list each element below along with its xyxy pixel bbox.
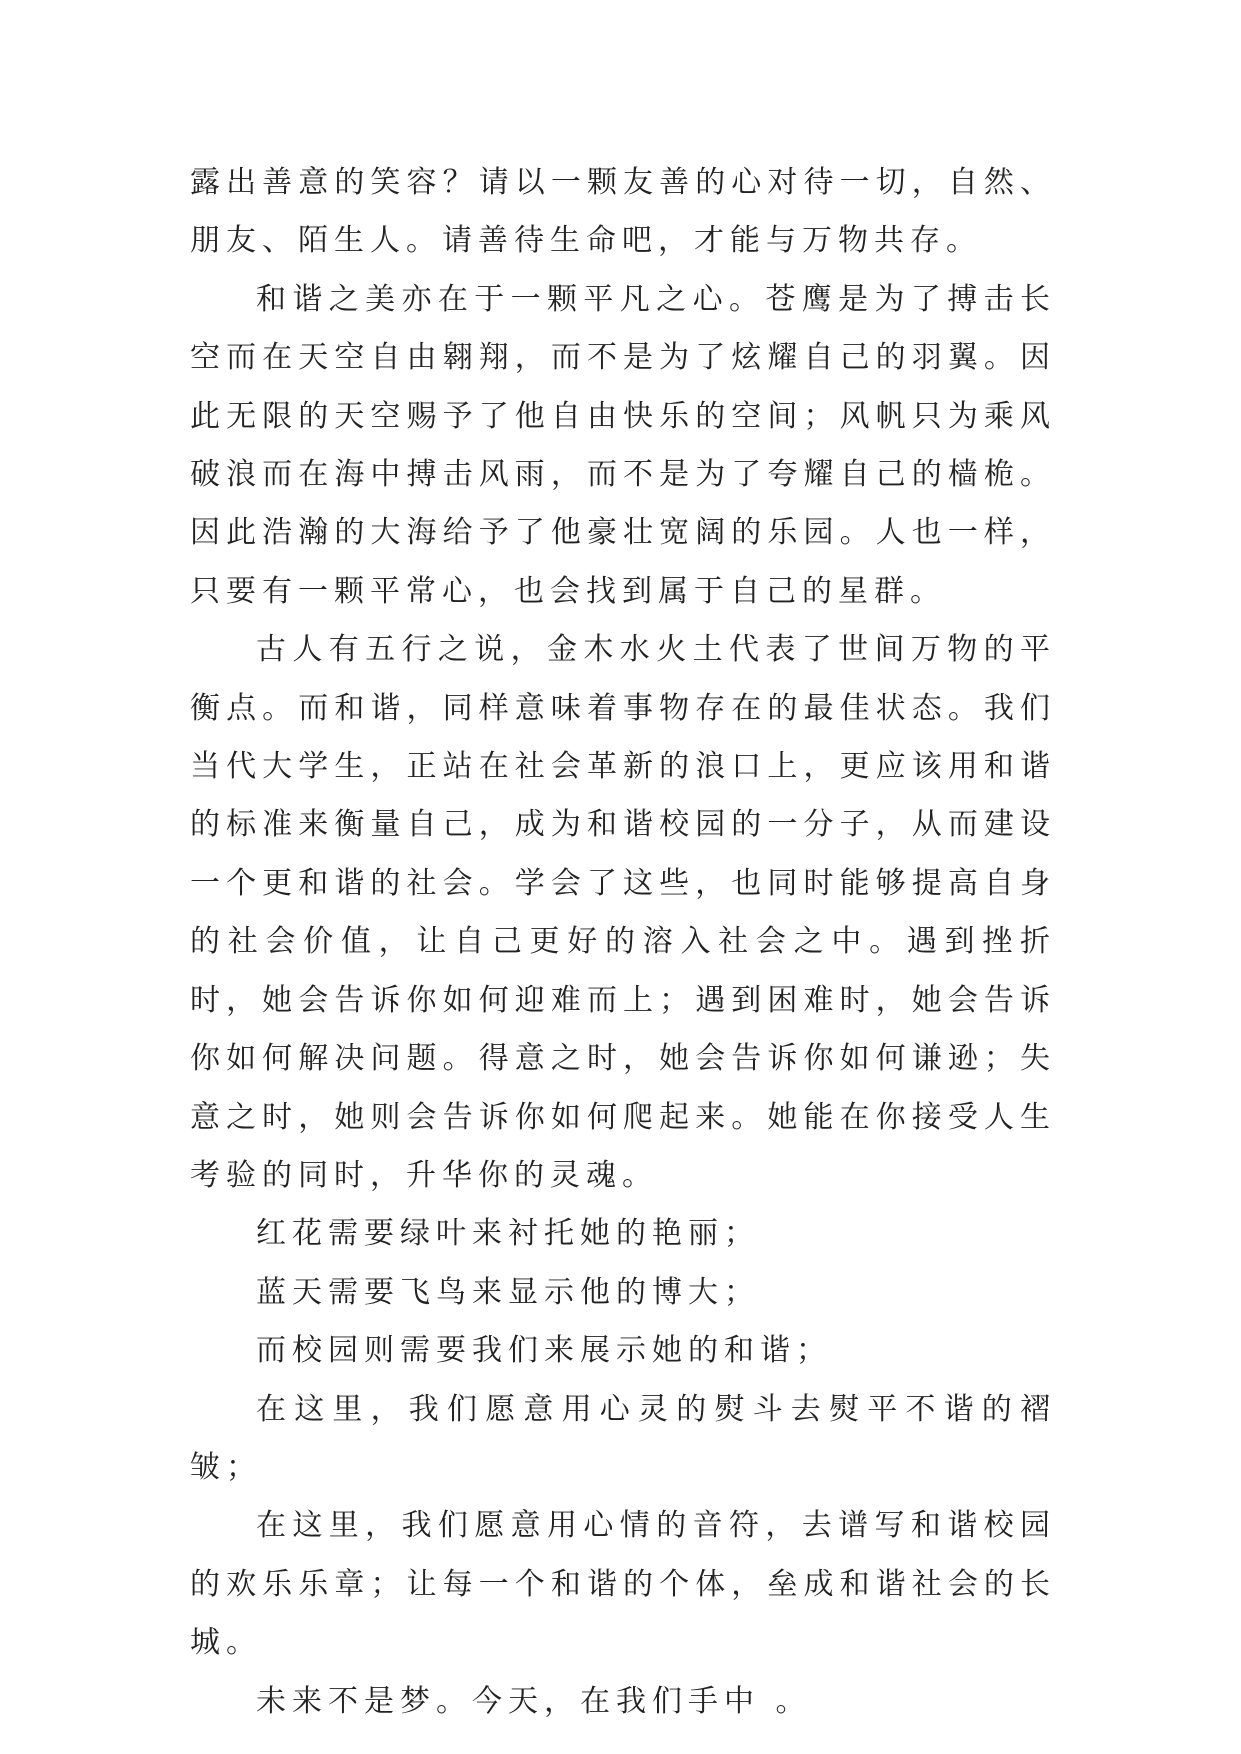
paragraph-2: 和谐之美亦在于一颗平凡之心。苍鹰是为了搏击长空而在天空自由翱翔，而不是为了炫耀自己的羽翼。因此无限的天空赐予了他自由快乐的空间；风帆只为乘风破浪而在海中搏击风雨，而不是为了夸耀自己的樯桅。因此浩瀚的大海给予了他豪壮宽阔的乐园。人也一样，只要有一颗平常心，也会找到属于自己的星群。: [190, 281, 1056, 609]
paragraph-8: 在这里，我们愿意用心情的音符，去谱写和谐校园的欢乐乐章；让每一个和谐的个体，垒成和谐社会的长城。: [190, 1508, 1056, 1661]
paragraph-3: 古人有五行之说，金木水火土代表了世间万物的平衡点。而和谐，同样意味着事物存在的最佳状态。我们当代大学生，正站在社会革新的浪口上，更应该用和谐的标准来衡量自己，成为和谐校园的一分子，从而建设一个更和谐的社会。学会了这些，也同时能够提高自身的社会价值，让自己更好的溶入社会之中。遇到挫折时，她会告诉你如何迎难而上；遇到困难时，她会告诉你如何解决问题。得意之时，她会告诉你如何谦逊；失意之时，她则会告诉你如何爬起来。她能在你接受人生考验的同时，升华你的灵魂。: [190, 632, 1056, 1193]
document-body: [190, 154, 1056, 1731]
paragraph-4: 红花需要绿叶来衬托她的艳丽；: [256, 1216, 760, 1252]
paragraph-7: 在这里，我们愿意用心灵的熨斗去熨平不谐的褶皱；: [190, 1391, 1056, 1485]
paragraph-6: 而校园则需要我们来展示她的和谐；: [256, 1333, 832, 1369]
paragraph-9: 未来不是梦。今天，在我们手中 。: [256, 1683, 812, 1719]
paragraph-5: 蓝天需要飞鸟来显示他的博大；: [256, 1274, 760, 1310]
paragraph-1: 露出善意的笑容？请以一颗友善的心对待一切，自然、朋友、陌生人。请善待生命吧，才能与万物共存。: [190, 165, 1056, 259]
